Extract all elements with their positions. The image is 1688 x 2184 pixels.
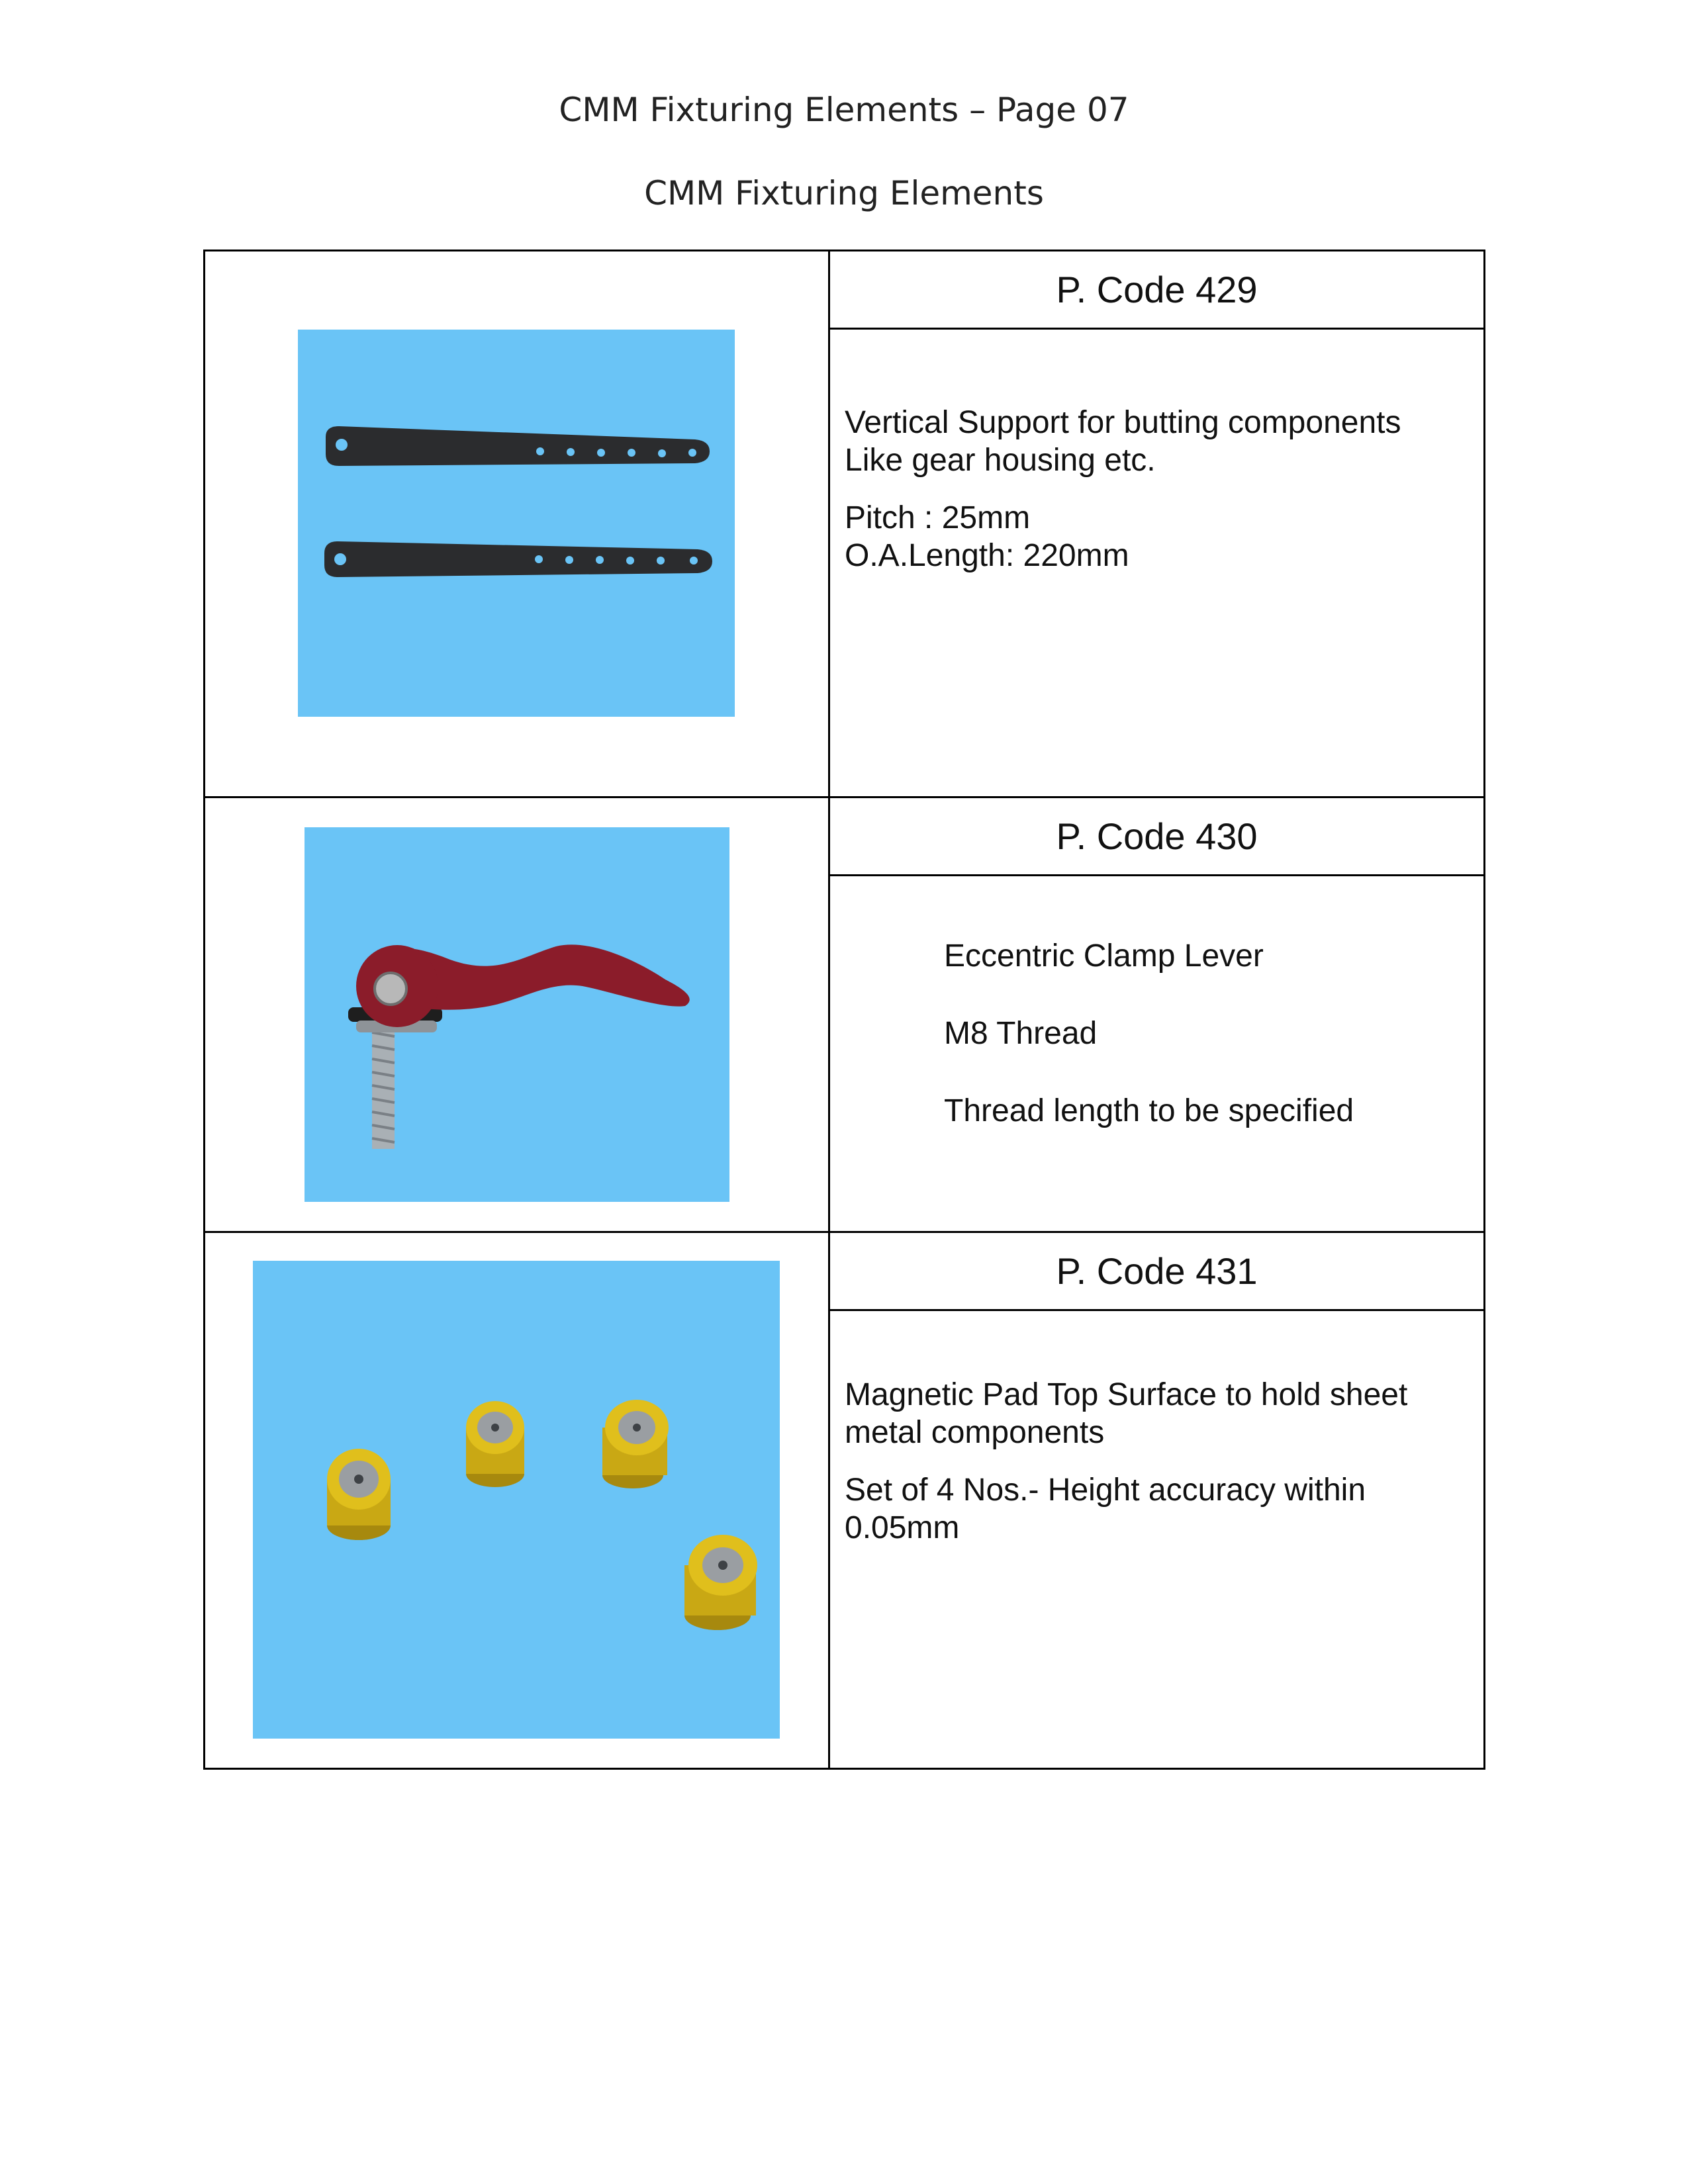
description-line: Like gear housing etc. [845, 443, 1156, 478]
description-line: O.A.Length: 220mm [845, 538, 1129, 573]
description-line: Magnetic Pad Top Surface to hold sheet [845, 1377, 1408, 1412]
description-line: Vertical Support for butting components [845, 405, 1401, 440]
product-image-cell [205, 1233, 830, 1768]
product-table [203, 250, 1485, 1770]
description-line: M8 Thread [944, 1016, 1098, 1051]
clamp-lever-photo [305, 827, 729, 1202]
description-line: Thread length to be specified [944, 1093, 1354, 1128]
support-strips-photo [298, 330, 735, 717]
product-code: P. Code 430 [830, 798, 1483, 876]
product-description [830, 404, 1483, 796]
product-code: P. Code 431 [830, 1233, 1483, 1311]
magnetic-pad-icon [253, 1261, 780, 1739]
product-image-cell [205, 251, 830, 796]
product-row-429 [205, 251, 1483, 798]
product-description-cell [830, 251, 1483, 796]
description-line: 0.05mm [845, 1510, 960, 1545]
product-row-431 [205, 1233, 1483, 1768]
description-line: Pitch : 25mm [845, 500, 1031, 535]
description-spacer [845, 479, 1483, 499]
product-description-cell [830, 1233, 1483, 1768]
product-image-cell [205, 798, 830, 1231]
product-description-cell [830, 798, 1483, 1231]
description-line: Set of 4 Nos.- Height accuracy within [845, 1473, 1366, 1508]
product-code: P. Code 429 [830, 251, 1483, 330]
clamp-lever-icon [305, 827, 729, 1202]
product-row-430 [205, 798, 1483, 1233]
product-description [830, 937, 1483, 1231]
document-title: CMM Fixturing Elements [644, 174, 1044, 212]
description-line: metal components [845, 1415, 1105, 1450]
page-header: CMM Fixturing Elements – Page 07 [559, 91, 1129, 129]
product-description [830, 1376, 1483, 1768]
support-strip-icon [298, 330, 735, 717]
description-line: Eccentric Clamp Lever [944, 938, 1264, 974]
magnetic-pads-photo [253, 1261, 780, 1739]
description-spacer [845, 1451, 1483, 1471]
